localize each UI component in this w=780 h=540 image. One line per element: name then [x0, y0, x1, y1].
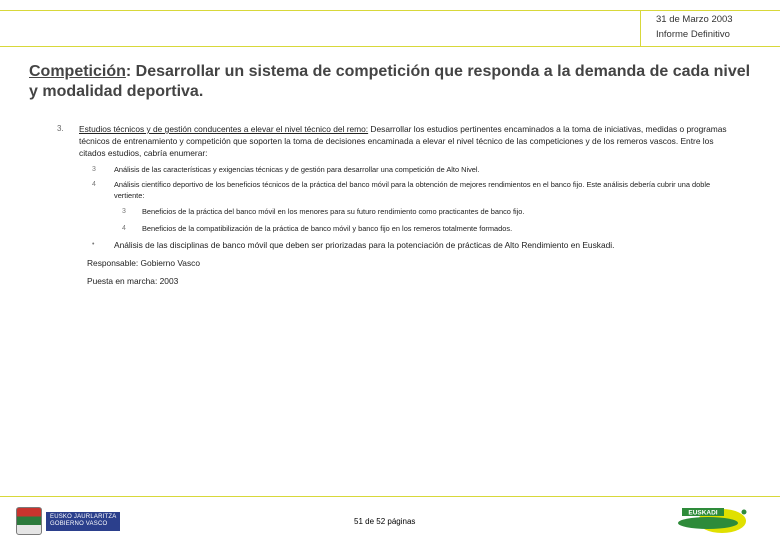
header-rule [0, 46, 780, 47]
header-info [656, 12, 733, 42]
top-rule [0, 10, 780, 11]
euskadi-logo [668, 506, 752, 536]
item-number: 3 [122, 208, 126, 215]
section-paragraph [79, 123, 729, 159]
gov-label [46, 512, 120, 531]
title-text: : Desarrollar un sistema de competición que responda a la demanda de cada nivel y modalidad deportiva. [29, 63, 751, 100]
start-note: Puesta en marcha: 2003 [87, 276, 179, 286]
crest-icon [16, 507, 42, 535]
footer-rule [0, 496, 780, 497]
section-lead: Estudios técnicos y de gestión conducentes a elevar el nivel técnico del remo: [79, 124, 369, 134]
section-body: Desarrollar los estudios pertinentes encaminados a la toma de iniciativas, medidas o programas técnicos de entrenamiento y competición que soporten la toma de decisiones encaminada a elevar el nivel técnico de las competiciones y de los remeros vascos. Entre los citados estudios, cabría enumerar: [79, 124, 727, 158]
page-number: 51 de 52 páginas [354, 517, 416, 526]
gov-line2: GOBIERNO VASCO [50, 521, 108, 527]
title-keyword: Competición [29, 63, 126, 80]
bullet: • [92, 241, 95, 248]
list-item: Análisis de las disciplinas de banco móvil que deben ser priorizadas para la potenciación de prácticas de Alto Rendimiento en Euskadi. [114, 240, 615, 250]
report-status: Informe Definitivo [656, 29, 730, 40]
list-item: Beneficios de la práctica del banco móvil en los menores para su futuro rendimiento como practicantes de banco fijo. [142, 207, 525, 216]
list-item: Análisis de las características y exigencias técnicas y de gestión para desarrollar una competición de Alto Nivel. [114, 165, 480, 174]
gov-logo [16, 507, 120, 535]
page-title [29, 62, 759, 102]
logo-text: EUSKADI [688, 509, 718, 517]
gov-line1: EUSKO JAURLARITZA [50, 513, 117, 520]
report-date: 31 de Marzo 2003 [656, 14, 733, 25]
header-divider [640, 10, 641, 46]
section-number: 3. [57, 124, 64, 133]
logo-green-swoosh [678, 517, 738, 529]
logo-dot [742, 510, 747, 515]
item-number: 4 [92, 181, 96, 188]
list-item: Análisis científico deportivo de los beneficios técnicos de la práctica del banco móvil para la obtención de mejores rendimientos en el banco fijo. Este análisis debería cubrir una doble vertiente: [114, 180, 711, 200]
responsible-note: Responsable: Gobierno Vasco [87, 258, 200, 268]
item-number: 3 [92, 166, 96, 173]
list-item: Beneficios de la compatibilización de la práctica de banco móvil y banco fijo en los remeros totalmente formados. [142, 224, 513, 233]
item-number: 4 [122, 225, 126, 232]
